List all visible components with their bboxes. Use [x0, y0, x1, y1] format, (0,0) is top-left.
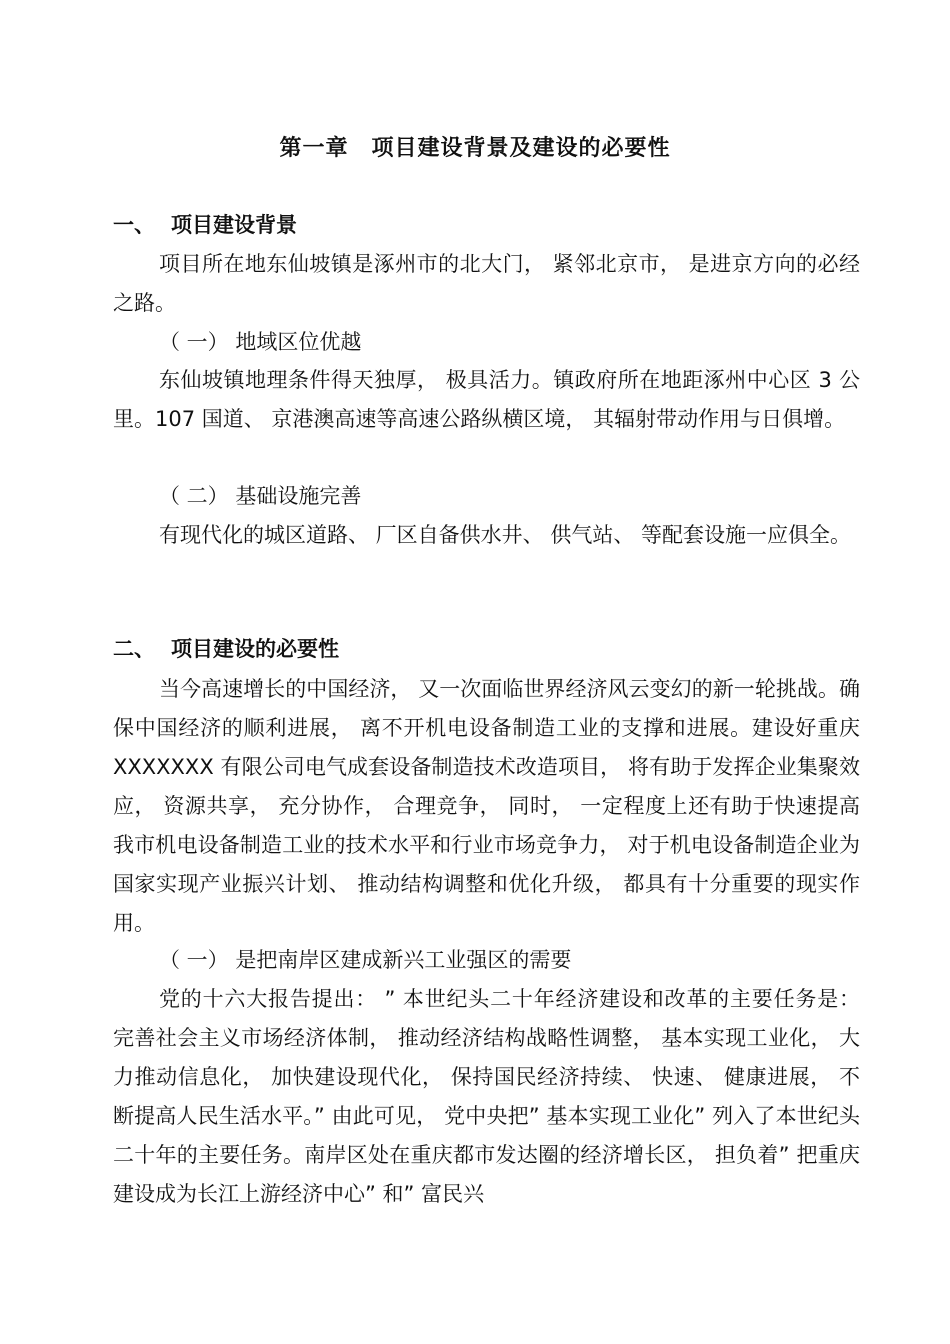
section-number: 一、: [113, 213, 155, 237]
section-heading-necessity: [113, 632, 339, 666]
chapter-title: 第一章 项目建设背景及建设的必要性: [279, 136, 671, 161]
paragraph-infrastructure: 有现代化的城区道路、 厂区自备供水井、 供气站、 等配套设施一应俱全。: [159, 523, 852, 547]
paragraph-sixteenth-congress: 党的十六大报告提出： ” 本世纪头二十年经济建设和改革的主要任务是： 完善社会主义市场经济体制， 推动经济结构战略性调整， 基本实现工业化， 大力推动信息化， 加快建设现代化， 保持国民经济持续、 快速、 健康进展， 不断提高人民生活水平。” 由此可见， 党中央把” 基本实现工业化” 列入了本世纪头二十年的主要任务。南岸区处在重庆都市发达圈的经济增长区， 担负着” 把重庆建设成为长江上游经济中心” 和” 富民兴: [113, 987, 860, 1206]
section-title: 项目建设背景: [171, 213, 297, 237]
section-heading-background: [113, 208, 297, 242]
paragraph-economy: 当今高速增长的中国经济， 又一次面临世界经济风云变幻的新一轮挑战。确保中国经济的顺利进展， 离不开机电设备制造工业的支撑和进展。建设好重庆 XXXXXXX 有限公司电气成套设备制造技术改造项目， 将有助于发挥企业集聚效应， 资源共享， 充分协作， 合理竞争， 同时， 一定程度上还有助于快速提高我市机电设备制造工业的技术水平和行业市场竞争力， 对于机电设备制造企业为国家实现产业振兴计划、 推动结构调整和优化升级， 都具有十分重要的现实作用。: [113, 677, 860, 935]
subheading-infrastructure: （ 二） 基础设施完善: [159, 484, 362, 508]
paragraph-geography: 东仙坡镇地理条件得天独厚， 极具活力。镇政府所在地距涿州中心区 3 公里。107 国道、 京港澳高速等高速公路纵横区境， 其辐射带动作用与日俱增。: [113, 368, 860, 431]
subheading-industrial-district: （ 一） 是把南岸区建成新兴工业强区的需要: [159, 948, 572, 972]
section-number: 二、: [113, 637, 155, 661]
section-title: 项目建设的必要性: [171, 637, 339, 661]
subheading-location-advantage: （ 一） 地域区位优越: [159, 330, 362, 354]
paragraph-location: 项目所在地东仙坡镇是涿州市的北大门， 紧邻北京市， 是进京方向的必经之路。: [113, 252, 860, 315]
